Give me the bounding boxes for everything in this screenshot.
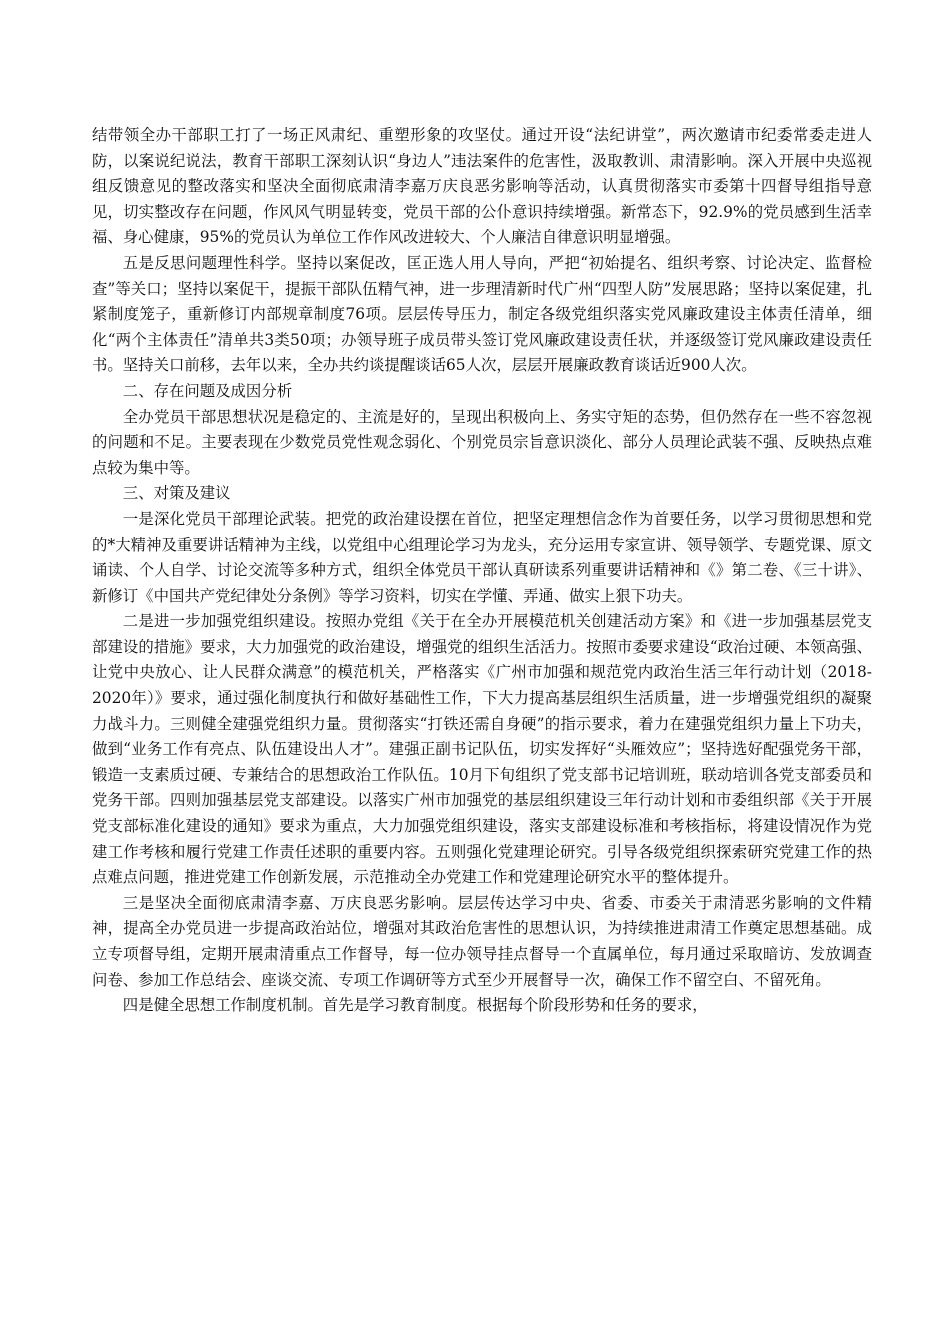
document-body [92,123,872,1019]
paragraph-point-five: 五是反思问题理性科学。坚持以案促改，匡正选人用人导向，严把“初始提名、组织考察、讨论决定、监督检查”等关口；坚持以案促干，提振干部队伍精气神，进一步理清新时代广州“四型人防”发展思路；坚持以案促建，扎紧制度笼子，重新修订内部规章制度76项。层层传导压力，制定各级党组织落实党风廉政建设主体责任清单，细化“两个主体责任”清单共3类50项；办领导班子成员带头签订党风廉政建设责任状，并逐级签订党风廉政建设责任书。坚持关口前移，去年以来，全办共约谈提醒谈话65人次，层层开展廉政教育谈话近900人次。 [92,253,872,375]
paragraph-measure-one: 一是深化党员干部理论武装。把党的政治建设摆在首位，把坚定理想信念作为首要任务，以学习贯彻思想和党的*大精神及重要讲话精神为主线，以党组中心组理论学习为龙头，充分运用专家宣讲、领导领学、专题党课、原文诵读、个人自学、讨论交流等多种方式，组织全体党员干部认真研读系列重要讲话精神和《》第二卷、《三十讲》、新修订《中国共产党纪律处分条例》等学习资料，切实在学懂、弄通、做实上狠下功夫。 [92,509,872,605]
paragraph-continuation: 结带领全办干部职工打了一场正风肃纪、重塑形象的攻坚仗。通过开设“法纪讲堂”，两次邀请市纪委常委走进人防，以案说纪说法，教育干部职工深刻认识“身边人”违法案件的危害性，汲取教训、肃清影响。深入开展中央巡视组反馈意见的整改落实和坚决全面彻底肃清李嘉万庆良恶劣影响等活动，认真贯彻落实市委第十四督导组指导意见，切实整改存在问题，作风风气明显转变，党员干部的公仆意识持续增强。新常态下，92.9%的党员感到生活幸福、身心健康，95%的党员认为单位工作作风改进较大、个人廉洁自律意识明显增强。 [92,126,872,247]
paragraph-measure-four: 四是健全思想工作制度机制。首先是学习教育制度。根据每个阶段形势和任务的要求， [122,996,708,1015]
section-heading-measures: 三、对策及建议 [122,484,231,503]
section-heading-problems: 二、存在问题及成因分析 [122,381,293,400]
paragraph-problems: 全办党员干部思想状况是稳定的、主流是好的，呈现出积极向上、务实守矩的态势，但仍然存在一些不容忽视的问题和不足。主要表现在少数党员党性观念弱化、个别党员宗旨意识淡化、部分人员理论武装不强、反映热点难点较为集中等。 [92,407,872,477]
paragraph-measure-two: 二是进一步加强党组织建设。按照办党组《关于在全办开展模范机关创建活动方案》和《进一步加强基层党支部建设的措施》要求，大力加强党的政治建设，增强党的组织生活活力。按照市委要求建设“政治过硬、本领高强、让党中央放心、让人民群众满意”的模范机关，严格落实《广州市加强和规范党内政治生活三年行动计划（2018-2020年）》要求，通过强化制度执行和做好基础性工作，下大力提高基层组织生活质量，进一步增强党组织的凝聚力战斗力。三则健全建强党组织力量。贯彻落实“打铁还需自身硬”的指示要求，着力在建强党组织力量上下功夫，做到“业务工作有亮点、队伍建设出人才”。建强正副书记队伍，切实发挥好“头雁效应”；坚持选好配强党务干部，锻造一支素质过硬、专兼结合的思想政治工作队伍。10月下旬组织了党支部书记培训班，联动培训各党支部委员和党务干部。四则加强基层党支部建设。以落实广州市加强党的基层组织建设三年行动计划和市委组织部《关于开展党支部标准化建设的通知》要求为重点，大力加强党组织建设，落实支部建设标准和考核指标，将建设情况作为党建工作考核和履行党建工作责任述职的重要内容。五则强化党建理论研究。引导各级党组织探索研究党建工作的热点难点问题，推进党建工作创新发展，示范推动全办党建工作和党建理论研究水平的整体提升。 [92,612,872,887]
paragraph-measure-three: 三是坚决全面彻底肃清李嘉、万庆良恶劣影响。层层传达学习中央、省委、市委关于肃清恶劣影响的文件精神，提高全办党员进一步提高政治站位，增强对其政治危害性的思想认识，为持续推进肃清工作奠定思想基础。成立专项督导组，定期开展肃清重点工作督导，每一位办领导挂点督导一个直属单位，每月通过采取暗访、发放调查问卷、参加工作总结会、座谈交流、专项工作调研等方式至少开展督导一次，确保工作不留空白、不留死角。 [92,893,872,989]
